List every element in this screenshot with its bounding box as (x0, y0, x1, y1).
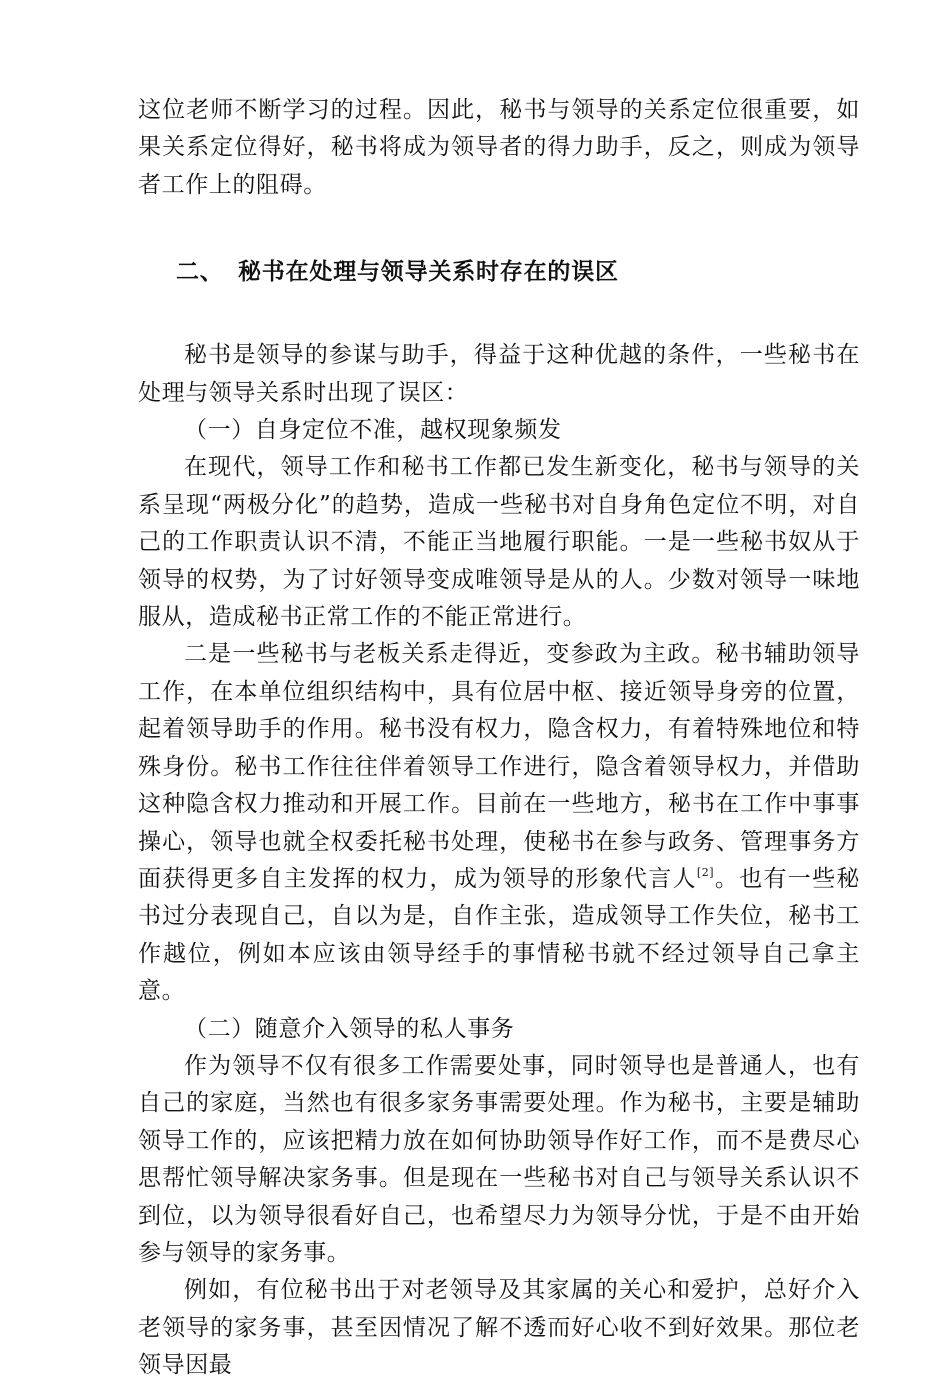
section-number: 二、 (176, 259, 224, 286)
subheading: （一）自身定位不准，越权现象频发 (184, 417, 562, 444)
paragraph: 秘书是领导的参谋与助手，得益于这种优越的条件，一些秘书在处理与领导关系时出现了误区： (138, 342, 860, 406)
subheading: （二）随意介入领导的私人事务 (184, 1015, 515, 1042)
citation-ref: [2] (696, 865, 715, 879)
document-page (138, 92, 860, 1385)
paragraph: 例如，有位秘书出于对老领导及其家属的关心和爱护，总好介入老领导的家务事，甚至因情况了解不透而好心收不到好效果。那位老领导因最 (138, 1277, 860, 1379)
section-title: 秘书在处理与领导关系时存在的误区 (238, 259, 619, 286)
paragraph: 这位老师不断学习的过程。因此，秘书与领导的关系定位很重要，如果关系定位得好，秘书将成为领导者的得力助手，反之，则成为领导者工作上的阻碍。 (138, 97, 860, 198)
paragraph-text: 。也有一些秘书过分表现自己，自以为是，自作主张，造成领导工作失位，秘书工作越位，例如本应该由领导经手的事情秘书就不经过领导自己拿主意。 (138, 865, 860, 1005)
paragraph: 作为领导不仅有很多工作需要处事，同时领导也是普通人，也有自己的家庭，当然也有很多家务事需要处理。作为秘书，主要是辅助领导工作的，应该把精力放在如何协助领导作好工作，而不是费尽心思帮忙领导解决家务事。但是现在一些秘书对自己与领导关系认识不到位，以为领导很看好自己，也希望尽力为领导分忧，于是不由开始参与领导的家务事。 (138, 1052, 860, 1266)
paragraph: 在现代，领导工作和秘书工作都已发生新变化，秘书与领导的关系呈现“两极分化”的趋势，造成一些秘书对自身角色定位不明，对自己的工作职责认识不清，不能正当地履行职能。一是一些秘书奴从于领导的权势，为了讨好领导变成唯领导是从的人。少数对领导一味地服从，造成秘书正常工作的不能正常进行。 (138, 454, 860, 631)
section-heading (138, 254, 860, 291)
paragraph (138, 636, 860, 1010)
paragraph-text: 二是一些秘书与老板关系走得近，变参政为主政。秘书辅助领导工作，在本单位组织结构中，具有位居中枢、接近领导身旁的位置，起着领导助手的作用。秘书没有权力，隐含权力，有着特殊地位和特殊身份。秘书工作往往伴着领导工作进行，隐含着领导权力，并借助这种隐含权力推动和开展工作。目前在一些地方，秘书在工作中事事操心，领导也就全权委托秘书处理，使秘书在参与政务、管理事务方面获得更多自主发挥的权力，成为领导的形象代言人 (138, 641, 860, 892)
